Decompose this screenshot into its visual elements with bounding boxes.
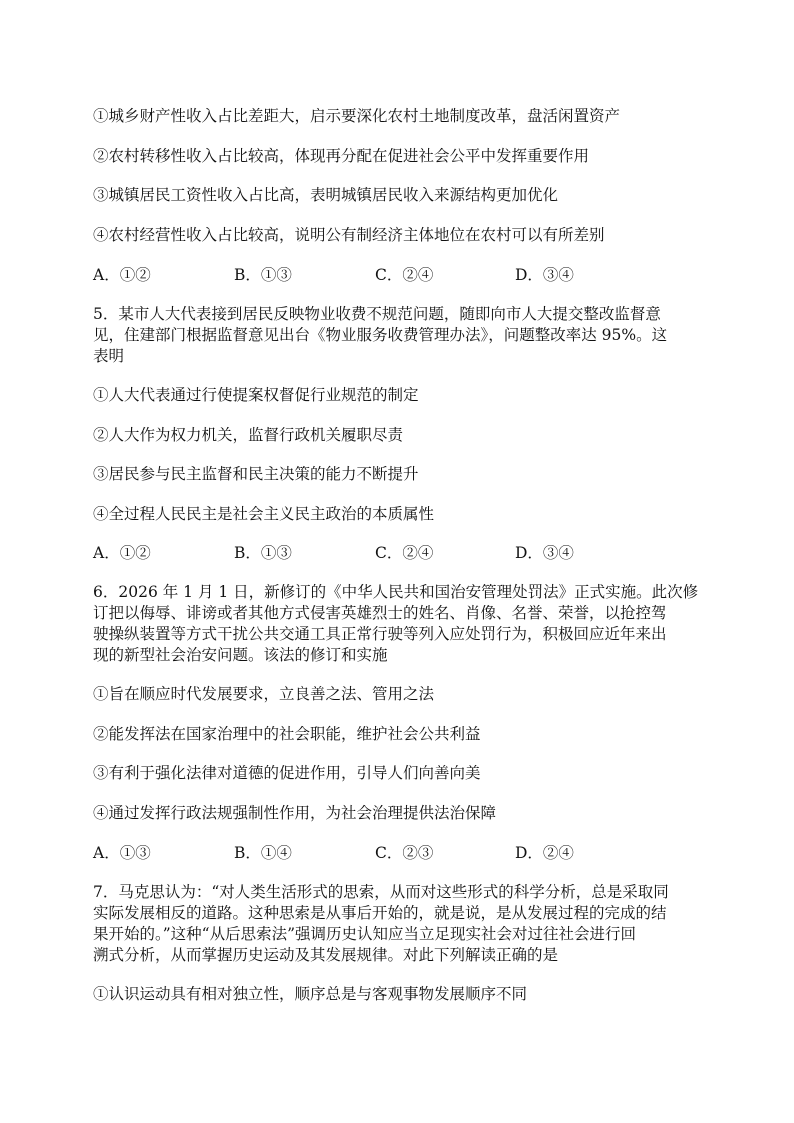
q4-option-4: ④农村经营性收入占比较高，说明公有制经济主体地位在农村可以有所差别 (93, 226, 605, 244)
q7-stem-line-4: 溯式分析，从而掌握历史运动及其发展规律。对此下列解读正确的是 (93, 946, 559, 964)
q6-stem-line-4: 现的新型社会治安问题。该法的修订和实施 (93, 646, 388, 664)
q6-choice-b: B．①④ (234, 844, 292, 862)
q5-choice-c: C．②④ (375, 544, 434, 562)
q6-stem-line-3: 驶操纵装置等方式干扰公共交通工具正常行驶等列入应处罚行为，积极回应近年来出 (93, 625, 667, 643)
q6-option-3: ③有利于强化法律对道德的促进作用，引导人们向善向美 (93, 764, 481, 782)
q4-option-3: ③城镇居民工资性收入占比高，表明城镇居民收入来源结构更加优化 (93, 186, 559, 204)
q6-option-4: ④通过发挥行政法规强制性作用，为社会治理提供法治保障 (93, 804, 497, 822)
q5-stem-line-1: 5．某市人大代表接到居民反映物业收费不规范问题，随即向市人大提交整改监督意 (93, 305, 661, 323)
q6-choice-a: A．①③ (93, 844, 151, 862)
q7-option-1: ①认识运动具有相对独立性，顺序总是与客观事物发展顺序不同 (93, 985, 528, 1003)
q6-stem-line-2: 订把以侮辱、诽谤或者其他方式侵害英雄烈士的姓名、肖像、名誉、荣誉，以抢控驾 (93, 604, 667, 622)
q7-stem-line-2: 实际发展相反的道路。这种思索是从事后开始的，就是说，是从发展过程的完成的结 (93, 904, 667, 922)
q6-option-1: ①旨在顺应时代发展要求，立良善之法、管用之法 (93, 685, 435, 703)
q5-option-3: ③居民参与民主监督和民主决策的能力不断提升 (93, 465, 419, 483)
q4-choice-a: A．①② (93, 266, 151, 284)
q6-stem-line-1: 6．2026 年 1 月 1 日，新修订的《中华人民共和国治安管理处罚法》正式实施。此次修 (93, 583, 699, 601)
q4-option-2: ②农村转移性收入占比较高，体现再分配在促进社会公平中发挥重要作用 (93, 147, 590, 165)
q4-choice-b: B．①③ (234, 266, 292, 284)
q5-choice-a: A．①② (93, 544, 151, 562)
q5-choice-b: B．①③ (234, 544, 292, 562)
q4-choice-d: D．③④ (515, 266, 574, 284)
q5-option-1: ①人大代表通过行使提案权督促行业规范的制定 (93, 386, 419, 404)
q4-option-1: ①城乡财产性收入占比差距大，启示要深化农村土地制度改革，盘活闲置资产 (93, 107, 621, 125)
q5-option-4: ④全过程人民民主是社会主义民主政治的本质属性 (93, 505, 435, 523)
q6-choice-d: D．②④ (515, 844, 574, 862)
q7-stem-line-1: 7．马克思认为：“对人类生活形式的思索，从而对这些形式的科学分析，总是采取同 (93, 883, 669, 901)
q5-choices (93, 543, 693, 563)
q4-choice-c: C．②④ (375, 266, 434, 284)
q6-option-2: ②能发挥法在国家治理中的社会职能，维护社会公共利益 (93, 725, 481, 743)
q5-stem-line-3: 表明 (93, 347, 125, 365)
q6-choice-c: C．②③ (375, 844, 434, 862)
q7-stem-line-3: 果开始的。”这种“从后思索法”强调历史认知应当立足现实社会对过往社会进行回 (93, 925, 637, 943)
q5-choice-d: D．③④ (515, 544, 574, 562)
q6-choices (93, 843, 693, 863)
q4-choices (93, 265, 693, 285)
q5-stem-line-2: 见，住建部门根据监督意见出台《物业服务收费管理办法》，问题整改率达 95%。这 (93, 326, 668, 344)
q5-option-2: ②人大作为权力机关，监督行政机关履职尽责 (93, 426, 404, 444)
